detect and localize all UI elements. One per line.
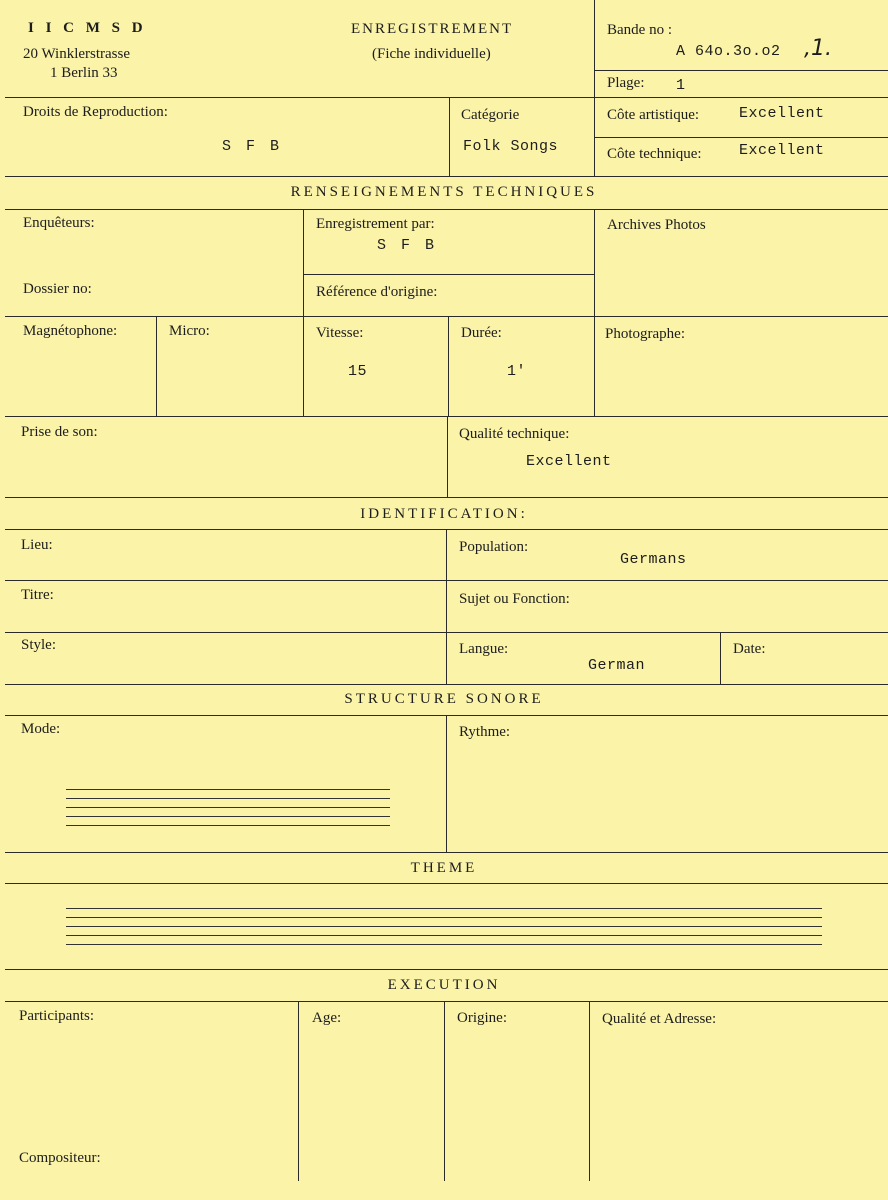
rythme-label: Rythme:	[459, 724, 511, 740]
langue-value: German	[588, 657, 646, 674]
titre-label: Titre:	[21, 587, 54, 603]
categorie-value: Folk Songs	[463, 138, 559, 155]
vitesse-label: Vitesse:	[316, 325, 364, 341]
bande-value: A 64o.3o.o2	[676, 43, 781, 60]
mode-label: Mode:	[21, 721, 61, 737]
divider	[5, 209, 888, 210]
style-label: Style:	[21, 637, 57, 653]
divider	[594, 137, 888, 138]
plage-label: Plage:	[607, 75, 645, 91]
form-subtitle: (Fiche individuelle)	[372, 46, 491, 62]
section-structure-sonore: STRUCTURE SONORE	[344, 691, 544, 707]
prise-de-son-label: Prise de son:	[21, 424, 98, 440]
population-label: Population:	[459, 539, 529, 555]
divider	[5, 852, 888, 853]
divider	[303, 274, 594, 275]
compositeur-label: Compositeur:	[19, 1150, 101, 1166]
divider	[5, 97, 888, 98]
qualite-technique-value: Excellent	[526, 453, 612, 470]
address-line1: 20 Winklerstrasse	[23, 46, 131, 62]
date-label: Date:	[733, 641, 766, 657]
divider	[5, 1001, 888, 1002]
institute-logo: I I C M S D	[28, 20, 147, 36]
divider	[594, 0, 595, 176]
divider	[594, 70, 888, 71]
section-identification: IDENTIFICATION:	[360, 506, 528, 522]
langue-label: Langue:	[459, 641, 509, 657]
divider	[720, 632, 721, 684]
section-renseignements-techniques: RENSEIGNEMENTS TECHNIQUES	[290, 184, 598, 200]
cote-technique-label: Côte technique:	[607, 146, 702, 162]
qualite-technique-label: Qualité technique:	[459, 426, 570, 442]
divider	[446, 529, 447, 684]
divider	[594, 209, 595, 416]
plage-value: 1	[676, 77, 686, 94]
magnetophone-label: Magnétophone:	[23, 323, 118, 339]
photographe-label: Photographe:	[605, 326, 685, 342]
divider	[5, 176, 888, 177]
divider	[298, 1001, 299, 1181]
origine-label: Origine:	[457, 1010, 507, 1026]
vitesse-value: 15	[348, 363, 368, 380]
divider	[449, 97, 450, 176]
duree-value: 1'	[507, 363, 527, 380]
divider	[156, 316, 157, 416]
bande-label: Bande no :	[607, 22, 672, 38]
divider	[5, 580, 888, 581]
sujet-fonction-label: Sujet ou Fonction:	[459, 591, 570, 607]
address-line2: 1 Berlin 33	[50, 65, 118, 81]
dossier-label: Dossier no:	[23, 281, 92, 297]
enregistrement-par-value: S F B	[377, 237, 438, 254]
divider	[5, 316, 888, 317]
droits-label: Droits de Reproduction:	[23, 104, 168, 120]
lieu-label: Lieu:	[21, 537, 53, 553]
section-theme: THEME	[410, 860, 478, 876]
population-value: Germans	[620, 551, 687, 568]
cote-artistique-label: Côte artistique:	[607, 107, 700, 123]
divider	[447, 416, 448, 497]
enregistrement-par-label: Enregistrement par:	[316, 216, 435, 232]
section-execution: EXECUTION	[387, 977, 501, 993]
cote-artistique-value: Excellent	[739, 105, 825, 122]
age-label: Age:	[312, 1010, 342, 1026]
divider	[5, 883, 888, 884]
enqueteurs-label: Enquêteurs:	[23, 215, 95, 231]
qualite-adresse-label: Qualité et Adresse:	[602, 1011, 717, 1027]
categorie-label: Catégorie	[461, 107, 520, 123]
reference-label: Référence d'origine:	[316, 284, 438, 300]
divider	[444, 1001, 445, 1181]
micro-label: Micro:	[169, 323, 210, 339]
divider	[5, 684, 888, 685]
divider	[589, 1001, 590, 1181]
divider	[5, 497, 888, 498]
bande-handwritten: ,1.	[804, 36, 832, 61]
divider	[5, 632, 888, 633]
form-title: ENREGISTREMENT	[351, 21, 514, 37]
divider	[446, 715, 447, 853]
divider	[303, 209, 304, 416]
divider	[5, 969, 888, 970]
cote-technique-value: Excellent	[739, 142, 825, 159]
duree-label: Durée:	[461, 325, 502, 341]
droits-value: S F B	[222, 138, 283, 155]
participants-label: Participants:	[19, 1008, 94, 1024]
archives-photos-label: Archives Photos	[607, 217, 706, 233]
divider	[448, 316, 449, 416]
